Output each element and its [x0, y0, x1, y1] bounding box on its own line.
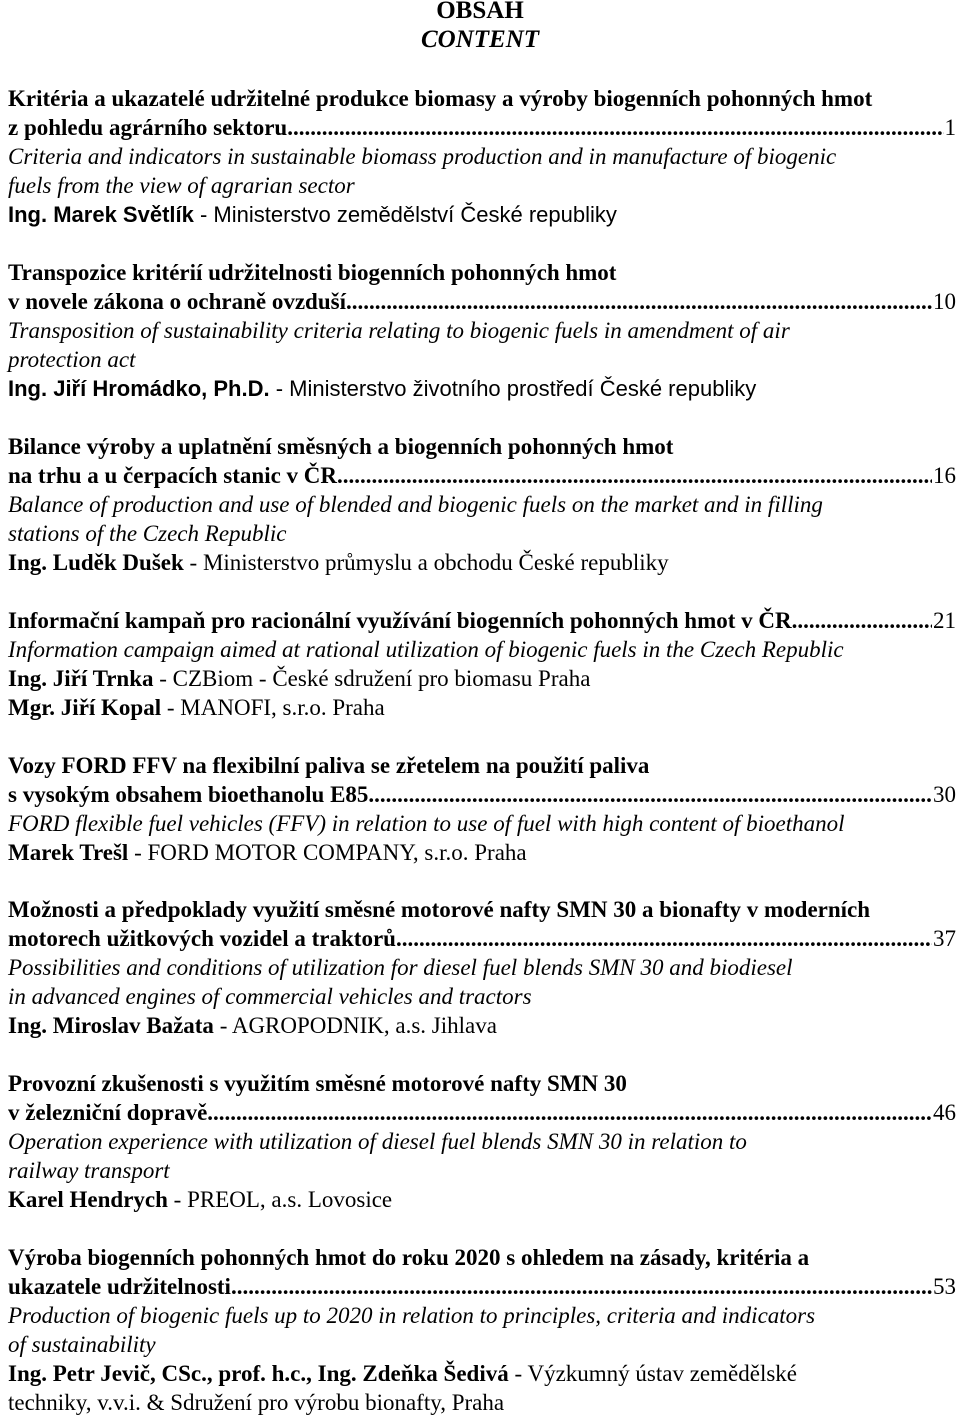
entry-english-title-line: in advanced engines of commercial vehicles and tractors — [8, 984, 532, 1009]
entry-english-title-line: Criteria and indicators in sustainable biomass production and in manufacture of biogenic — [8, 144, 837, 169]
entry-title-line: Vozy FORD FFV na flexibilní paliva se zřetelem na použití paliva — [8, 753, 650, 778]
entry-title-last-line: Informační kampaň pro racionální využívání biogenních pohonných hmot v ČR — [8, 608, 792, 633]
dot-leader — [337, 461, 932, 490]
entry-author-line — [8, 548, 956, 577]
entry-author-line — [8, 664, 956, 693]
entry-title-line: Provozní zkušenosti s využitím směsné motorové nafty SMN 30 — [8, 1071, 627, 1096]
contents-title: OBSAH — [436, 0, 524, 24]
author-name: Mgr. Jiří Kopal — [8, 695, 162, 720]
author-name: Ing. Jiří Hromádko, Ph.D. — [8, 376, 270, 401]
entry-title-line: Výroba biogenních pohonných hmot do roku 2020 s ohledem na zásady, kritéria a — [8, 1245, 810, 1270]
entry-english-title-line: FORD flexible fuel vehicles (FFV) in relation to use of fuel with high content of bioethanol — [8, 811, 845, 836]
toc-entry[interactable] — [8, 606, 956, 722]
entry-title-last-line: v železniční dopravě — [8, 1100, 208, 1125]
entry-author-line — [8, 1359, 956, 1388]
entry-title-leader-line[interactable] — [8, 606, 956, 635]
page-number[interactable]: 10 — [933, 289, 956, 314]
entry-english-title-line: Possibilities and conditions of utilization for diesel fuel blends SMN 30 and biodiesel — [8, 955, 793, 980]
entry-english-title-line: stations of the Czech Republic — [8, 521, 287, 546]
page-number[interactable]: 21 — [933, 608, 956, 633]
entry-english-title-line: of sustainability — [8, 1332, 156, 1357]
entry-english-title-line: Production of biogenic fuels up to 2020 in relation to principles, criteria and indicators — [8, 1303, 816, 1328]
dot-leader — [287, 113, 943, 142]
entry-english-title-line: Operation experience with utilization of diesel fuel blends SMN 30 in relation to — [8, 1129, 747, 1154]
entry-title-last-line: na trhu a u čerpacích stanic v ČR — [8, 463, 338, 488]
page-number[interactable]: 53 — [933, 1274, 956, 1299]
entry-author-line — [8, 374, 956, 403]
entry-title-line: Možnosti a předpoklady využití směsné motorové nafty SMN 30 a bionafty v moderních — [8, 897, 871, 922]
entry-title-leader-line[interactable] — [8, 461, 956, 490]
entry-author-line — [8, 1185, 956, 1214]
entry-english-title-line: protection act — [8, 347, 136, 372]
entry-title-last-line: motorech užitkových vozidel a traktorů — [8, 926, 396, 951]
entry-english-title-line: fuels from the view of agrarian sector — [8, 173, 355, 198]
author-organization: - Výzkumný ústav zemědělské — [508, 1361, 797, 1386]
toc-entry[interactable] — [8, 432, 956, 577]
author-organization: - Ministerstvo životního prostředí České republiky — [269, 376, 757, 401]
author-name: Karel Hendrych — [8, 1187, 168, 1212]
author-organization: - FORD MOTOR COMPANY, s.r.o. Praha — [128, 840, 527, 865]
author-name: Ing. Jiří Trnka — [8, 666, 154, 691]
entry-author-line — [8, 1388, 956, 1417]
author-organization: - CZBiom - České sdružení pro biomasu Praha — [153, 666, 591, 691]
entry-title-line: Bilance výroby a uplatnění směsných a biogenních pohonných hmot — [8, 434, 674, 459]
entry-title-leader-line[interactable] — [8, 113, 956, 142]
entry-english-title-line: railway transport — [8, 1158, 170, 1183]
entry-title-leader-line[interactable] — [8, 1272, 956, 1301]
entry-title-line: Kritéria a ukazatelé udržitelné produkce biomasy a výroby biogenních pohonných hmot — [8, 86, 873, 111]
author-name: Ing. Miroslav Bažata — [8, 1013, 214, 1038]
author-name: Ing. Petr Jevič, CSc., prof. h.c., Ing. Zdeňka Šedivá — [8, 1361, 509, 1386]
toc-entry[interactable] — [8, 84, 956, 229]
toc-entry[interactable] — [8, 258, 956, 403]
dot-leader — [231, 1272, 932, 1301]
author-name: Ing. Luděk Dušek — [8, 550, 184, 575]
author-organization: techniky, v.v.i. & Sdružení pro výrobu bionafty, Praha — [8, 1390, 505, 1415]
author-organization: - MANOFI, s.r.o. Praha — [161, 695, 385, 720]
entry-author-line — [8, 1011, 956, 1040]
toc-entry[interactable] — [8, 1243, 956, 1417]
dot-leader — [346, 287, 932, 316]
dot-leader — [396, 924, 932, 953]
page-number[interactable]: 1 — [944, 115, 956, 140]
author-organization: - PREOL, a.s. Lovosice — [167, 1187, 393, 1212]
entry-title-leader-line[interactable] — [8, 924, 956, 953]
page-number[interactable]: 16 — [933, 463, 956, 488]
entry-english-title-line: Transposition of sustainability criteria relating to biogenic fuels in amendment of air — [8, 318, 790, 343]
toc-entry[interactable] — [8, 751, 956, 867]
entry-title-leader-line[interactable] — [8, 1098, 956, 1127]
entry-title-last-line: ukazatele udržitelnosti — [8, 1274, 231, 1299]
entry-english-title-line: Balance of production and use of blended and biogenic fuels on the market and in filling — [8, 492, 823, 517]
entry-author-line — [8, 693, 956, 722]
entry-title-last-line: v novele zákona o ochraně ovzduší — [8, 289, 346, 314]
contents-subtitle: CONTENT — [420, 26, 540, 53]
page-number[interactable]: 30 — [933, 782, 956, 807]
author-name: Marek Trešl — [8, 840, 129, 865]
dot-leader — [368, 780, 932, 809]
toc-entry[interactable] — [8, 1069, 956, 1214]
dot-leader — [792, 606, 932, 635]
entry-title-leader-line[interactable] — [8, 780, 956, 809]
entry-title-last-line: z pohledu agrárního sektoru — [8, 115, 288, 140]
page-number[interactable]: 46 — [933, 1100, 956, 1125]
entry-english-title-line: Information campaign aimed at rational utilization of biogenic fuels in the Czech Republic — [8, 637, 844, 662]
entry-title-last-line: s vysokým obsahem bioethanolu E85 — [8, 782, 369, 807]
entry-author-line — [8, 838, 956, 867]
entry-title-leader-line[interactable] — [8, 287, 956, 316]
author-organization: - Ministerstvo zemědělství České republiky — [193, 202, 617, 227]
author-organization: - Ministerstvo průmyslu a obchodu České republiky — [183, 550, 669, 575]
toc-entry[interactable] — [8, 895, 956, 1040]
entry-title-line: Transpozice kritérií udržitelnosti biogenních pohonných hmot — [8, 260, 617, 285]
author-organization: - AGROPODNIK, a.s. Jihlava — [213, 1013, 497, 1038]
page-number[interactable]: 37 — [933, 926, 956, 951]
dot-leader — [207, 1098, 932, 1127]
entry-author-line — [8, 200, 956, 229]
author-name: Ing. Marek Světlík — [8, 202, 194, 227]
